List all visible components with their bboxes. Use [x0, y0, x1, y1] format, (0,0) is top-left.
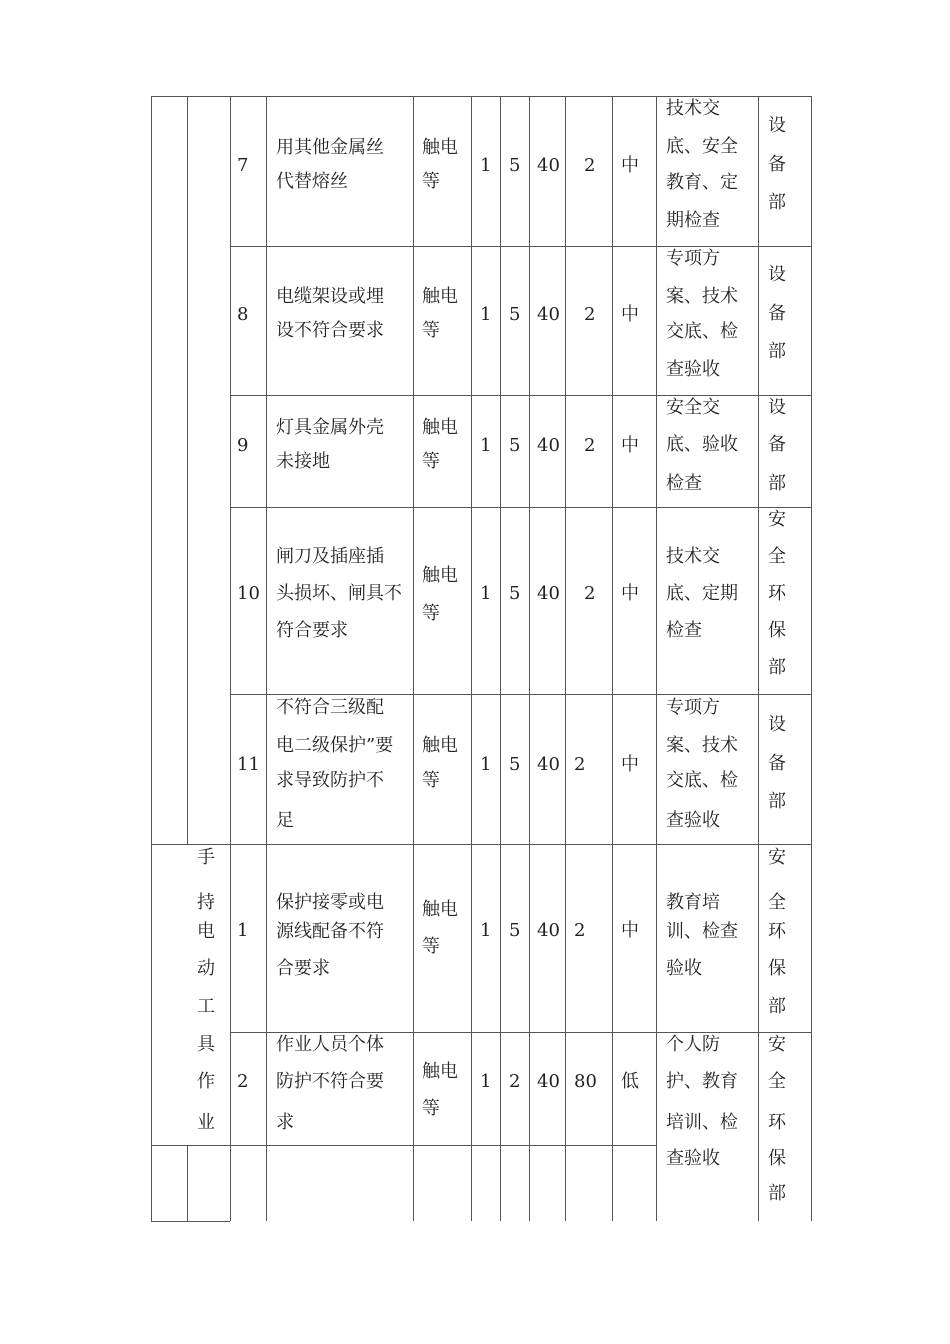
dept-char: 环 — [768, 583, 786, 604]
dept-char: 部 — [768, 996, 786, 1017]
activity-char: 持 — [197, 892, 215, 913]
measures-line: 教育培 — [666, 892, 720, 913]
activity-char: 业 — [197, 1112, 215, 1133]
row-number: 2 — [237, 1071, 249, 1092]
value-c: 40 — [537, 155, 560, 176]
hazard-line: 电二级保护”要 — [276, 735, 394, 756]
hazard-line: 设不符合要求 — [276, 320, 384, 341]
hazard-line: 求导致防护不 — [276, 770, 384, 791]
dept-char: 部 — [768, 657, 786, 678]
activity-char: 作 — [197, 1071, 215, 1092]
value-e: 5 — [509, 920, 521, 941]
value-l: 1 — [480, 920, 492, 941]
value-l: 1 — [480, 304, 492, 325]
measures-line: 案、技术 — [666, 735, 738, 756]
value-c: 40 — [537, 754, 560, 775]
dept-char: 设 — [768, 714, 786, 735]
value-e: 5 — [509, 583, 521, 604]
dept-char: 部 — [768, 192, 786, 213]
dept-char: 全 — [768, 892, 786, 913]
row-number: 8 — [237, 304, 249, 325]
hazard-line: 闸刀及插座插 — [276, 546, 384, 567]
measures-line: 专项方 — [666, 697, 720, 718]
dept-char: 设 — [768, 264, 786, 285]
measures-line: 培训、检 — [666, 1112, 738, 1133]
row-number: 11 — [237, 754, 260, 775]
consequence-line: 等 — [422, 603, 440, 624]
activity-char: 电 — [197, 921, 215, 942]
value-e: 5 — [509, 304, 521, 325]
dept-char: 部 — [768, 791, 786, 812]
measures-line: 查验收 — [666, 359, 720, 380]
value-l: 1 — [480, 435, 492, 456]
value-d: 2 — [584, 155, 596, 176]
dept-char: 备 — [768, 434, 786, 455]
hazard-line: 头损坏、闸具不 — [276, 583, 402, 604]
row-number: 1 — [237, 920, 249, 941]
value-c: 40 — [537, 435, 560, 456]
value-e: 5 — [509, 754, 521, 775]
dept-char: 部 — [768, 473, 786, 494]
risk-level: 中 — [621, 920, 639, 941]
measures-line: 查验收 — [666, 810, 720, 831]
dept-char: 备 — [768, 753, 786, 774]
measures-line: 交底、检 — [666, 770, 738, 791]
dept-char: 部 — [768, 1183, 786, 1204]
measures-line: 交底、检 — [666, 321, 738, 342]
consequence-line: 触电 — [422, 1061, 458, 1082]
measures-line: 训、检查 — [666, 921, 738, 942]
activity-char: 动 — [197, 958, 215, 979]
hazard-line: 未接地 — [276, 451, 330, 472]
value-e: 5 — [509, 155, 521, 176]
measures-line: 教育、定 — [666, 172, 738, 193]
hazard-line: 足 — [276, 810, 294, 831]
dept-char: 保 — [768, 620, 786, 641]
consequence-line: 触电 — [422, 417, 458, 438]
activity-char: 工 — [197, 996, 215, 1017]
dept-char: 备 — [768, 154, 786, 175]
dept-char: 设 — [768, 397, 786, 418]
consequence-line: 等 — [422, 451, 440, 472]
risk-level: 低 — [621, 1071, 639, 1092]
dept-char: 环 — [768, 921, 786, 942]
consequence-line: 触电 — [422, 286, 458, 307]
dept-char: 安 — [768, 1034, 786, 1055]
dept-char: 保 — [768, 1148, 786, 1169]
hazard-line: 求 — [276, 1112, 294, 1133]
measures-line: 专项方 — [666, 248, 720, 269]
measures-line: 检查 — [666, 620, 702, 641]
measures-line: 验收 — [666, 958, 702, 979]
hazard-line: 符合要求 — [276, 620, 348, 641]
dept-char: 全 — [768, 1071, 786, 1092]
measures-line: 案、技术 — [666, 286, 738, 307]
risk-level: 中 — [621, 304, 639, 325]
value-e: 5 — [509, 435, 521, 456]
dept-char: 安 — [768, 509, 786, 530]
row-number: 9 — [237, 435, 249, 456]
value-l: 1 — [480, 155, 492, 176]
hazard-line: 灯具金属外壳 — [276, 417, 384, 438]
hazard-line: 防护不符合要 — [276, 1071, 384, 1092]
consequence-line: 等 — [422, 171, 440, 192]
value-d: 2 — [584, 583, 596, 604]
dept-char: 保 — [768, 958, 786, 979]
dept-char: 安 — [768, 847, 786, 868]
value-e: 2 — [509, 1071, 521, 1092]
measures-line: 检查 — [666, 473, 702, 494]
measures-line: 安全交 — [666, 397, 720, 418]
row-number: 10 — [237, 583, 260, 604]
hazard-line: 代替熔丝 — [276, 171, 348, 192]
value-d: 80 — [574, 1071, 597, 1092]
dept-char: 备 — [768, 303, 786, 324]
hazard-line: 保护接零或电 — [276, 892, 384, 913]
consequence-line: 等 — [422, 770, 440, 791]
consequence-line: 触电 — [422, 735, 458, 756]
measures-line: 底、安全 — [666, 136, 738, 157]
activity-char: 具 — [197, 1034, 215, 1055]
value-l: 1 — [480, 1071, 492, 1092]
measures-line: 护、教育 — [666, 1071, 738, 1092]
measures-line: 技术交 — [666, 98, 720, 119]
dept-char: 部 — [768, 341, 786, 362]
risk-level: 中 — [621, 583, 639, 604]
value-c: 40 — [537, 304, 560, 325]
hazard-line: 作业人员个体 — [276, 1034, 384, 1055]
consequence-line: 触电 — [422, 565, 458, 586]
measures-line: 期检查 — [666, 210, 720, 231]
hazard-line: 源线配备不符 — [276, 921, 384, 942]
risk-level: 中 — [621, 754, 639, 775]
measures-line: 底、验收 — [666, 434, 738, 455]
consequence-line: 等 — [422, 320, 440, 341]
consequence-line: 触电 — [422, 899, 458, 920]
dept-char: 设 — [768, 115, 786, 136]
dept-char: 全 — [768, 546, 786, 567]
value-c: 40 — [537, 1071, 560, 1092]
value-c: 40 — [537, 583, 560, 604]
measures-line: 个人防 — [666, 1034, 720, 1055]
value-c: 40 — [537, 920, 560, 941]
value-d: 2 — [574, 754, 586, 775]
risk-level: 中 — [621, 435, 639, 456]
consequence-line: 触电 — [422, 137, 458, 158]
activity-char: 手 — [197, 847, 215, 868]
hazard-line: 用其他金属丝 — [276, 137, 384, 158]
consequence-line: 等 — [422, 936, 440, 957]
risk-level: 中 — [621, 155, 639, 176]
hazard-line: 电缆架设或埋 — [276, 286, 384, 307]
dept-char: 环 — [768, 1112, 786, 1133]
measures-line: 技术交 — [666, 546, 720, 567]
measures-line: 查验收 — [666, 1148, 720, 1169]
hazard-line: 不符合三级配 — [276, 697, 384, 718]
value-d: 2 — [584, 435, 596, 456]
hazard-line: 合要求 — [276, 958, 330, 979]
row-number: 7 — [237, 155, 249, 176]
value-d: 2 — [574, 920, 586, 941]
consequence-line: 等 — [422, 1098, 440, 1119]
value-d: 2 — [584, 304, 596, 325]
value-l: 1 — [480, 583, 492, 604]
value-l: 1 — [480, 754, 492, 775]
measures-line: 底、定期 — [666, 583, 738, 604]
